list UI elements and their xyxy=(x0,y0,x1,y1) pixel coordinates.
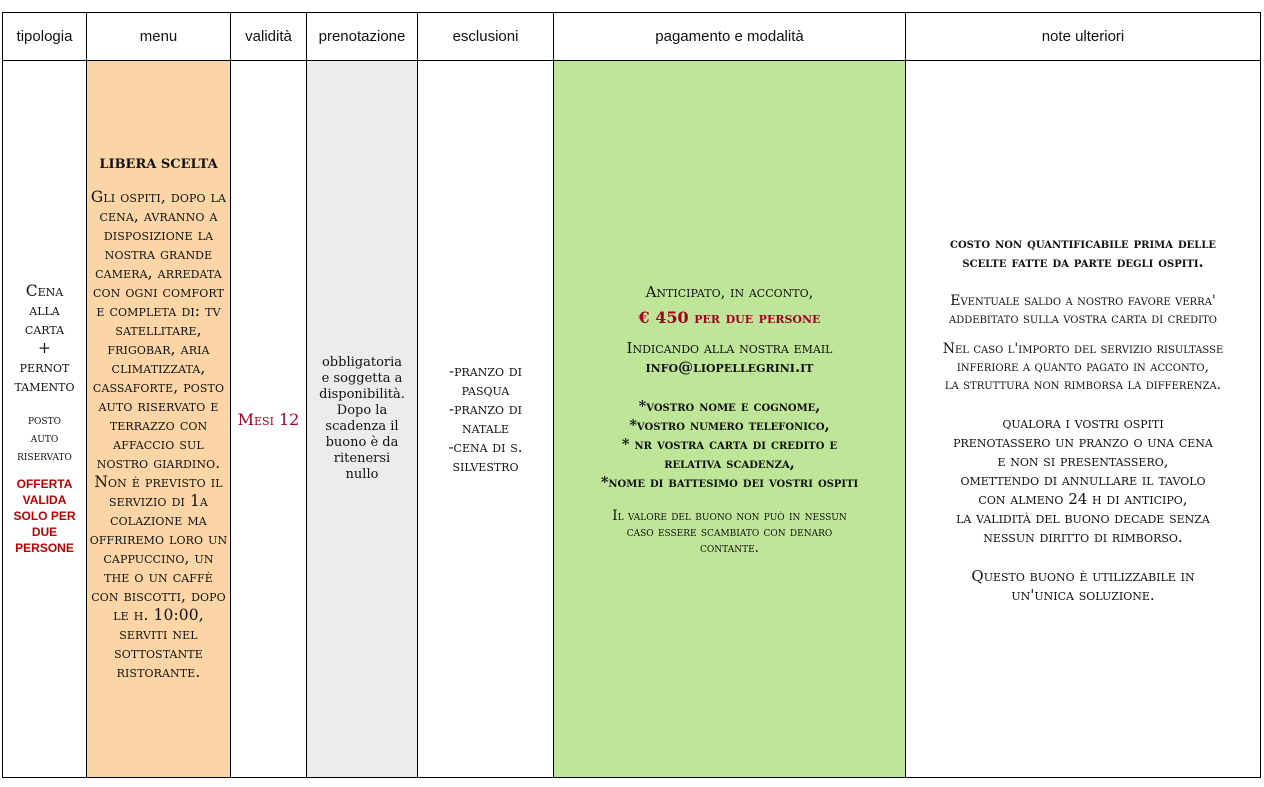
note-bold-line: scelte fatte da parte degli ospiti. xyxy=(962,253,1204,271)
tipologia-cell xyxy=(3,61,87,778)
note-importo-line: Nel caso l'importo del servizio risultasse xyxy=(942,340,1224,357)
prenotazione-line: e soggetta a xyxy=(321,371,403,386)
posto-line: posto xyxy=(28,413,61,428)
pagamento-requirement: *nome di battesimo dei vostri ospiti xyxy=(600,473,859,491)
tipologia-line: Cena xyxy=(25,282,64,300)
note-qualora-line: la validità del buono decade senza xyxy=(956,508,1210,527)
offer-row xyxy=(3,61,1261,778)
pagamento-note-line: caso essere scambiato con denaro xyxy=(626,523,833,540)
pagamento-note-line: Il valore del buono non può in nessun xyxy=(612,507,847,524)
esclusioni-line: -pranzo di xyxy=(449,400,522,418)
esclusioni-line: natale xyxy=(462,419,509,437)
pagamento-requirement: *vostro numero telefonico, xyxy=(629,416,830,434)
pagamento-note-line: contante. xyxy=(700,539,759,556)
pagamento-price: € 450 per due persone xyxy=(638,307,821,327)
pagamento-requirement: * nr vostra carta di credito e xyxy=(621,435,838,453)
note-qualora-line: omettendo di annullare il tavolo xyxy=(960,470,1206,489)
offer-line: DUE xyxy=(31,525,58,539)
pagamento-requirement: *vostro nome e cognome, xyxy=(638,397,821,415)
note-importo-line: la struttura non rimborsa la differenza. xyxy=(944,376,1222,393)
prenotazione-cell xyxy=(307,61,418,778)
header-row xyxy=(3,13,1261,61)
note-questo-line: un'unica soluzione. xyxy=(1011,585,1155,604)
header-pagamento: pagamento e modalità xyxy=(554,13,906,61)
prenotazione-line: scadenza il xyxy=(325,419,399,434)
prenotazione-line: nullo xyxy=(345,467,379,482)
pagamento-requirement: relativa scadenza, xyxy=(664,454,795,472)
header-esclusioni: esclusioni xyxy=(418,13,554,61)
offer-line: PERSONE xyxy=(15,541,74,555)
offer-line: VALIDA xyxy=(22,493,67,507)
menu-title: LIBERA SCELTA xyxy=(99,156,218,172)
validita-value: Mesi 12 xyxy=(237,409,300,429)
tipologia-line: + xyxy=(38,339,51,357)
header-prenotazione: prenotazione xyxy=(307,13,418,61)
esclusioni-line: silvestro xyxy=(452,457,519,475)
prenotazione-line: buono è da xyxy=(325,435,399,450)
header-menu: menu xyxy=(87,13,231,61)
pagamento-cell xyxy=(554,61,906,778)
esclusioni-cell xyxy=(418,61,554,778)
pagamento-indicando: Indicando alla nostra email xyxy=(626,338,833,357)
prenotazione-line: disponibilità. xyxy=(319,387,405,402)
menu-body: Gli ospiti, dopo la cena, avranno a disposizione la nostra grande camera, arredata con ogni comfort e completa di: tv satellitare, frigobar, aria climatizzata, cassaforte, posto auto riservato e terrazzo con affaccio sul nostro giardino. Non è previsto il servizio di 1a colazione ma offriremo loro un cappuccino, un the o un caffè con biscotti, dopo le h. 10:00, serviti nel sottostante ristorante. xyxy=(89,187,228,681)
prenotazione-line: obbligatoria xyxy=(321,355,403,370)
note-qualora-line: e non si presentassero, xyxy=(997,451,1169,470)
posto-line: riservato xyxy=(17,449,72,464)
esclusioni-line: -cena di s. xyxy=(448,438,523,456)
note-cell xyxy=(906,61,1261,778)
header-note: note ulteriori xyxy=(906,13,1261,61)
offer-line: SOLO PER xyxy=(13,509,76,523)
header-validita: validità xyxy=(231,13,307,61)
tipologia-line: tamento xyxy=(14,377,75,395)
menu-cell xyxy=(87,61,231,778)
tipologia-line: carta xyxy=(24,320,65,338)
posto-line: auto xyxy=(30,431,59,446)
pagamento-note xyxy=(554,508,905,556)
prenotazione-line: Dopo la xyxy=(336,403,388,418)
offer-table xyxy=(2,12,1261,778)
esclusioni-line: -pranzo di xyxy=(449,362,522,380)
note-qualora-line: prenotassero un pranzo o una cena xyxy=(953,432,1213,451)
prenotazione-line: ritenersi xyxy=(333,451,391,466)
note-bold-line: costo non quantificabile prima delle xyxy=(950,234,1216,252)
note-saldo-line: Eventuale saldo a nostro favore verra' xyxy=(950,292,1216,309)
offer-line: OFFERTA xyxy=(16,477,73,491)
header-tipologia: tipologia xyxy=(3,13,87,61)
note-qualora-line: nessun diritto di rimborso. xyxy=(983,527,1183,546)
note-importo-line: inferiore a quanto pagato in acconto, xyxy=(956,358,1210,375)
pagamento-email: info@liopellegrini.it xyxy=(645,357,814,376)
note-bold xyxy=(906,234,1260,272)
note-qualora-line: con almeno 24 h di anticipo, xyxy=(978,489,1188,508)
note-saldo-line: addebitato sulla vostra carta di credito xyxy=(949,310,1217,327)
esclusioni-line: pasqua xyxy=(461,381,510,399)
tipologia-line: alla xyxy=(29,301,60,319)
validita-cell xyxy=(231,61,307,778)
note-qualora-line: qualora i vostri ospiti xyxy=(1002,413,1164,432)
note-questo-line: Questo buono è utilizzabile in xyxy=(971,566,1195,585)
pagamento-intro: Anticipato, in acconto, xyxy=(645,282,814,301)
tipologia-line: pernot xyxy=(19,358,70,376)
